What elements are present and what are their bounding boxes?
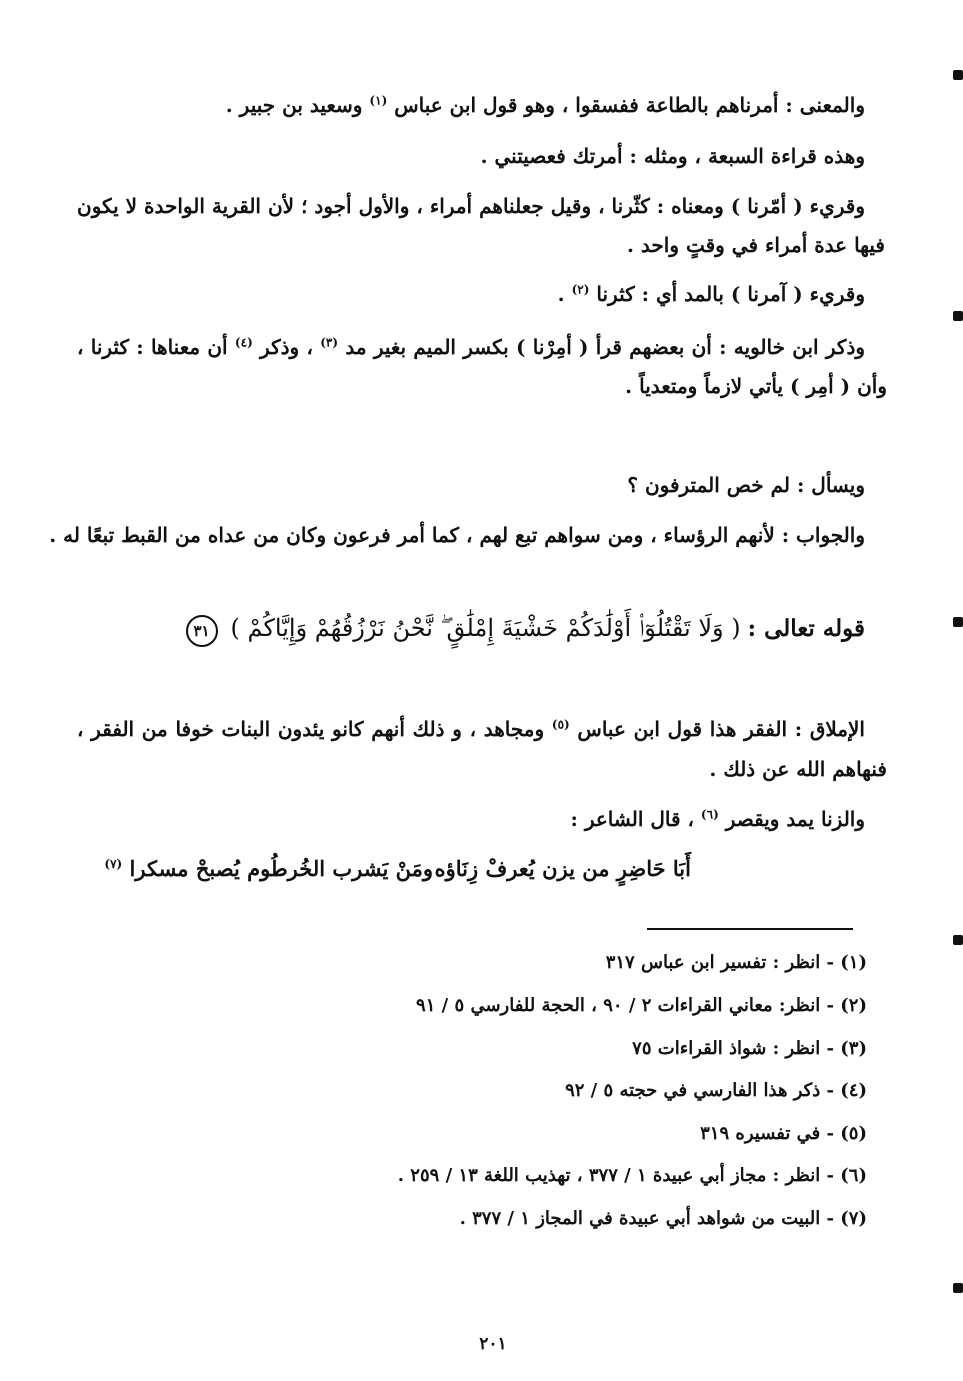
paragraph-reading-aamarna: وقريء ( آمرنا ) بالمد أي : كثرنا $^{(٢)}$ .: [557, 282, 865, 306]
footnote-3: (٣) - انظر : شواذ القراءات ٧٥: [632, 1038, 867, 1059]
binding-mark-icon: [953, 617, 963, 627]
footnote-ref-6[interactable]: (٦): [700, 807, 719, 822]
footnote-ref-4[interactable]: (٤): [234, 335, 253, 350]
paragraph-imlaq-line1: الإملاق : الفقر هذا قول ابن عباس $^{(٥)}$ ومجاهد ، و ذلك أنهم كانو يئدون البنات خوفا من الفقر ،: [77, 717, 865, 741]
poem-first-hemistich: أَبَا حَاضِرٍ من يزن يُعرفْ زِنَاؤه: [434, 856, 691, 881]
paragraph-ibn-khalawayh-line1: وذكر ابن خالويه : أن بعضهم قرأ ( أمِرْنا ) بكسر الميم بغير مد $^{(٣)}$ ، وذكر $^{(٤)}$ أن معناها : كثرنا ،: [77, 335, 866, 359]
footnote-1: (١) - انظر : تفسير ابن عباس ٣١٧: [605, 952, 867, 973]
binding-mark-icon: [953, 311, 963, 321]
poem-second-hemistich: ومَنْ يَشرب الخُرطُوم يُصبحْ مسكرا $^{(٧)}$: [104, 856, 433, 881]
page-number: ٢٠١: [479, 1334, 507, 1354]
paragraph-ibn-khalawayh-line2: وأن ( أمِر ) يأتي لازماً ومتعدياً .: [625, 374, 887, 398]
binding-mark-icon: [953, 1283, 963, 1293]
paragraph-meaning: والمعنى : أمرناهم بالطاعة ففسقوا ، وهو قول ابن عباس $^{(١)}$ وسعيد بن جبير .: [225, 93, 865, 117]
question-text: ويسأل : لم خص المترفون ؟: [627, 473, 865, 497]
footnote-ref-3[interactable]: (٣): [320, 335, 339, 350]
footnote-2: (٢) - انظر: معاني القراءات ٢ / ٩٠ ، الحجة للفارسي ٥ / ٩١: [416, 995, 867, 1016]
binding-mark-icon: [953, 70, 963, 80]
ayah-number-icon: ٣١: [186, 615, 218, 647]
paragraph-reading-ammarna-line2: فيها عدة أمراء في وقتٍ واحد .: [627, 233, 885, 257]
answer-text: والجواب : لأنهم الرؤساء ، ومن سواهم تبع لهم ، كما أمر فرعون وكان من عداه من القبط تبعًا له .: [49, 523, 865, 547]
footnote-ref-1[interactable]: (١): [369, 93, 388, 108]
footnote-5: (٥) - في تفسيره ٣١٩: [700, 1123, 867, 1144]
footnote-ref-2[interactable]: (٢): [571, 282, 590, 297]
footnote-ref-5[interactable]: (٥): [551, 717, 570, 732]
paragraph-reading-ammarna-line1: وقريء ( أمّرنا ) ومعناه : كثّرنا ، وقيل جعلناهم أمراء ، والأول أجود ؛ لأن القرية الواحدة لا يكون: [77, 194, 865, 218]
footnote-6: (٦) - انظر : مجاز أبي عبيدة ١ / ٣٧٧ ، تهذيب اللغة ١٣ / ٢٥٩ .: [397, 1165, 867, 1186]
verse-label: قوله تعالى :: [747, 615, 865, 642]
footnote-4: (٤) - ذكر هذا الفارسي في حجته ٥ / ٩٢: [565, 1080, 867, 1101]
paragraph-zina: والزنا يمد ويقصر $^{(٦)}$ ، قال الشاعر :: [570, 807, 865, 831]
footnote-7: (٧) - البيت من شواهد أبي عبيدة في المجاز ١ / ٣٧٧ .: [459, 1208, 867, 1229]
binding-mark-icon: [953, 935, 963, 945]
verse-text: ( وَلَا تَقْتُلُوٓا۟ أَوْلَٰدَكُمْ خَشْيَةَ إِمْلَٰقٍ ۖ نَّحْنُ نَرْزُقُهُمْ وَإِيَّاكُمْ ): [230, 614, 741, 642]
paragraph-imlaq-line2: فنهاهم الله عن ذلك .: [709, 757, 887, 781]
quran-verse: [186, 610, 865, 647]
footnote-divider: [647, 928, 853, 930]
paragraph-reading-seven: وهذه قراءة السبعة ، ومثله : أمرتك فعصيتني .: [480, 144, 865, 168]
footnote-ref-7[interactable]: (٧): [104, 857, 123, 871]
